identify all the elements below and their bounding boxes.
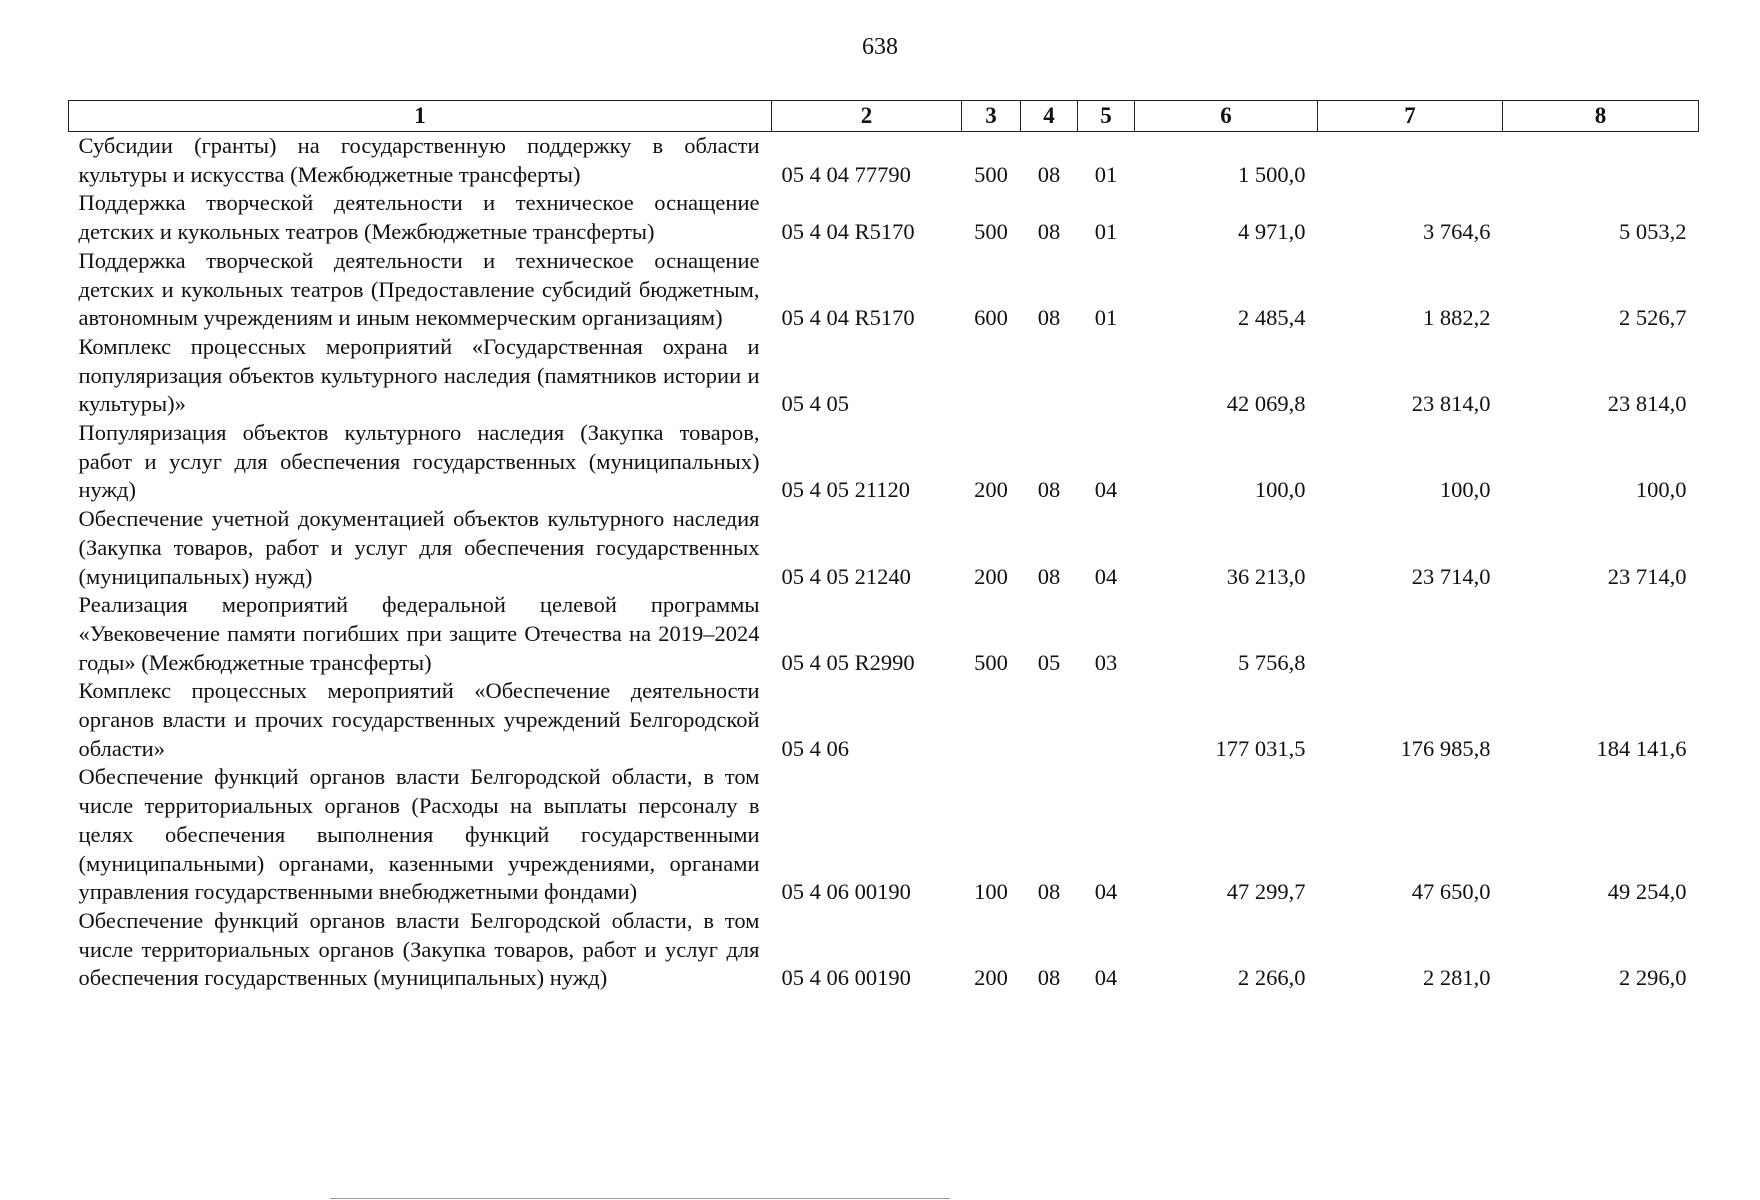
row-code: 05 4 04 77790 [781, 161, 911, 187]
row-code: 05 4 04 R5170 [781, 219, 915, 245]
row-code: 05 4 06 00190 [781, 965, 911, 991]
row-rz: 08 [1037, 305, 1061, 331]
column-header-row [69, 101, 1699, 132]
row-rz: 08 [1037, 477, 1061, 503]
row-value-7: 3 764,6 [1423, 219, 1491, 245]
row-rz: 08 [1037, 161, 1061, 187]
row-name: Популяризация объектов культурного наследия (Закупка товаров, работ и услуг для обеспечения государственных (муниципальных) нужд) [78, 420, 760, 503]
row-value-6: 1 500,0 [1238, 161, 1306, 187]
row-value-6: 2 485,4 [1238, 305, 1306, 331]
row-name: Обеспечение функций органов власти Белгородской области, в том числе территориальных органов (Расходы на выплаты персоналу в целях обеспечения выполнения функций государственными (муниципальными) органами, казенными учреждениями, органами управления государственными внебюджетными фондами) [78, 764, 760, 905]
row-value-7: 47 650,0 [1411, 879, 1491, 905]
row-value-7: 23 814,0 [1411, 391, 1491, 417]
row-code: 05 4 04 R5170 [781, 305, 915, 331]
row-pr: 03 [1094, 649, 1118, 675]
row-vr: 500 [974, 649, 1008, 675]
column-header-1: 1 [69, 101, 772, 132]
row-value-7: 176 985,8 [1400, 735, 1491, 761]
row-value-8: 100,0 [1635, 477, 1687, 503]
row-value-7 [1318, 132, 1503, 190]
row-name: Обеспечение учетной документацией объектов культурного наследия (Закупка товаров, работ и услуг для обеспечения государственных (муниципальных) нужд) [78, 506, 760, 589]
row-name: Комплекс процессных мероприятий «Государственная охрана и популяризация объектов культурного наследия (памятников истории и культуры)» [78, 333, 760, 417]
row-vr: 600 [974, 305, 1008, 331]
row-value-8 [1503, 591, 1699, 677]
row-value-6: 100,0 [1254, 477, 1306, 503]
row-value-8: 184 141,6 [1596, 735, 1687, 761]
row-name: Реализация мероприятий федеральной целевой программы «Увековечение памяти погибших при защите Отечества на 2019–2024 годы» (Межбюджетные трансферты) [78, 592, 760, 675]
row-name: Поддержка творческой деятельности и техническое оснащение детских и кукольных театров (Предоставление субсидий бюджетным, автономным учреждениям и иным некоммерческим организациям) [78, 247, 760, 331]
row-name: Поддержка творческой деятельности и техническое оснащение детских и кукольных театров (Межбюджетные трансферты) [78, 190, 760, 245]
row-code: 05 4 06 [781, 735, 849, 761]
column-header-6: 6 [1135, 101, 1318, 132]
table-row [69, 677, 1699, 763]
row-rz: 08 [1037, 879, 1061, 905]
row-rz: 05 [1037, 649, 1061, 675]
row-pr: 01 [1094, 305, 1118, 331]
row-value-7: 100,0 [1439, 477, 1491, 503]
row-pr: 01 [1094, 219, 1118, 245]
row-rz: 08 [1037, 219, 1061, 245]
row-value-8 [1503, 132, 1699, 190]
row-value-6: 36 213,0 [1226, 563, 1306, 589]
row-name: Комплекс процессных мероприятий «Обеспечение деятельности органов власти и прочих государственных учреждений Белгородской области» [78, 678, 760, 761]
row-name: Субсидии (гранты) на государственную поддержку в области культуры и искусства (Межбюджетные трансферты) [78, 133, 760, 187]
row-rz: 08 [1037, 965, 1061, 991]
page-number: 638 [862, 34, 898, 60]
table-row [69, 247, 1699, 333]
table-row [69, 333, 1699, 419]
row-pr: 04 [1094, 965, 1118, 991]
row-code: 05 4 05 21120 [781, 477, 911, 503]
row-value-8: 2 526,7 [1619, 305, 1687, 331]
row-vr: 200 [974, 477, 1008, 503]
table-row [69, 505, 1699, 591]
budget-table [68, 100, 1699, 993]
row-value-7: 2 281,0 [1423, 965, 1491, 991]
row-value-8: 23 814,0 [1607, 391, 1687, 417]
row-value-6: 47 299,7 [1226, 879, 1306, 905]
row-vr: 200 [974, 563, 1008, 589]
table-row [69, 132, 1699, 190]
column-header-2: 2 [772, 101, 962, 132]
row-vr: 200 [974, 965, 1008, 991]
row-value-6: 5 756,8 [1238, 649, 1306, 675]
row-pr [1078, 333, 1135, 419]
row-value-8: 5 053,2 [1619, 219, 1687, 245]
row-pr: 01 [1094, 161, 1118, 187]
row-code: 05 4 05 21240 [781, 563, 911, 589]
row-value-7 [1318, 591, 1503, 677]
footer-rule [330, 1198, 950, 1199]
table-row [69, 763, 1699, 907]
row-value-6: 177 031,5 [1215, 735, 1306, 761]
row-value-7: 1 882,2 [1423, 305, 1491, 331]
row-code: 05 4 06 00190 [781, 879, 911, 905]
row-pr: 04 [1094, 477, 1118, 503]
row-vr: 500 [974, 219, 1008, 245]
row-pr: 04 [1094, 563, 1118, 589]
row-code: 05 4 05 [781, 391, 849, 417]
row-value-6: 42 069,8 [1226, 391, 1306, 417]
row-value-7: 23 714,0 [1411, 563, 1491, 589]
row-vr [962, 677, 1021, 763]
row-vr: 100 [974, 879, 1008, 905]
row-vr: 500 [974, 161, 1008, 187]
row-name: Обеспечение функций органов власти Белгородской области, в том числе территориальных органов (Закупка товаров, работ и услуг для обеспечения государственных (муниципальных) нужд) [78, 907, 760, 991]
row-code: 05 4 05 R2990 [781, 649, 915, 675]
table-row [69, 907, 1699, 993]
row-value-8: 49 254,0 [1607, 879, 1687, 905]
row-value-6: 2 266,0 [1238, 965, 1306, 991]
column-header-8: 8 [1503, 101, 1699, 132]
row-rz [1021, 677, 1078, 763]
row-value-6: 4 971,0 [1238, 219, 1306, 245]
row-pr: 04 [1094, 879, 1118, 905]
column-header-4: 4 [1021, 101, 1078, 132]
column-header-7: 7 [1318, 101, 1503, 132]
row-vr [962, 333, 1021, 419]
row-pr [1078, 677, 1135, 763]
row-value-8: 2 296,0 [1619, 965, 1687, 991]
row-rz [1021, 333, 1078, 419]
table-row [69, 591, 1699, 677]
column-header-5: 5 [1078, 101, 1135, 132]
column-header-3: 3 [962, 101, 1021, 132]
row-rz: 08 [1037, 563, 1061, 589]
table-row [69, 419, 1699, 505]
table-row [69, 189, 1699, 246]
row-value-8: 23 714,0 [1607, 563, 1687, 589]
